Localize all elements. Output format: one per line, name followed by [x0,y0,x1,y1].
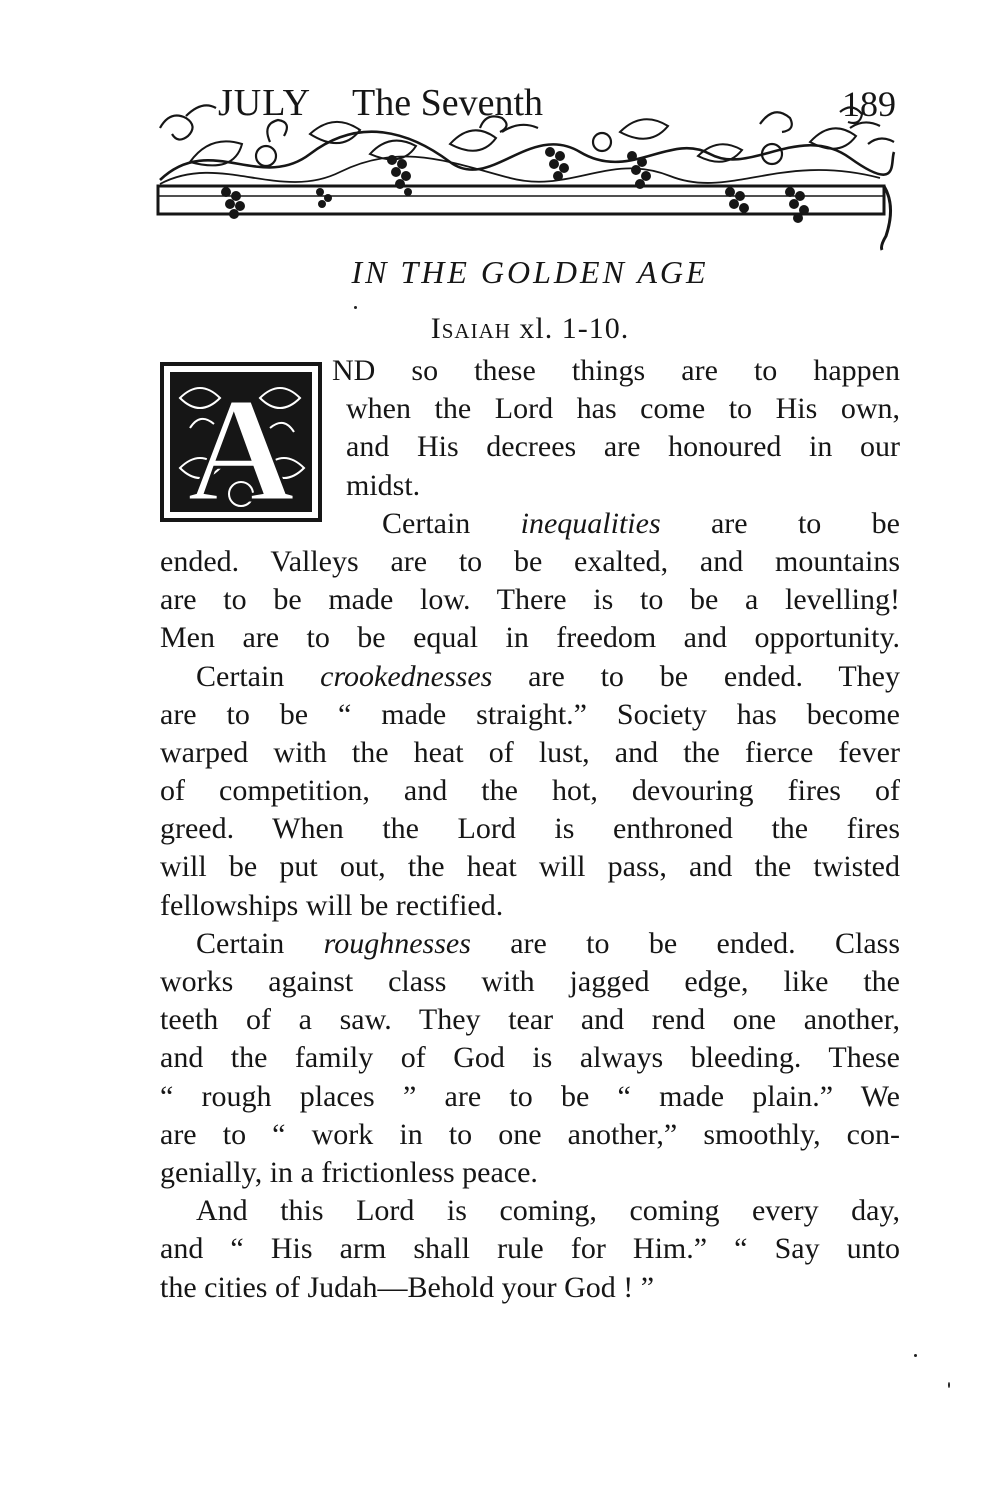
p3-line [160,658,900,696]
p5-line: the cities of Judah—Behold your God ! ” [160,1270,655,1304]
scan-speck [914,1354,917,1357]
p3-text: Certain [196,659,321,693]
header-month: JULY [218,82,312,124]
p3-line: of competition, and the hot, devouring fires of [160,774,900,808]
p2-line: ended. Valleys are to be exalted, and mountains [160,544,900,578]
p3-line: greed. When the Lord is enthroned the fires [160,812,900,846]
scan-speck [948,1382,950,1388]
p4-line: works against class with jagged edge, like the [160,965,900,998]
p4-emphasis: roughnesses [323,926,471,960]
p3-line: will be put out, the heat will pass, and the twisted [160,850,900,884]
chapter-title: IN THE GOLDEN AGE [351,254,709,290]
p2-line [160,505,900,543]
p2-text: are to be [660,506,900,540]
p4-line: and the family of God is always bleeding. These [160,1041,900,1075]
p3-line: are to be “ made straight.” Society has become [160,697,900,731]
header-day: The Seventh [352,82,544,124]
p4-text: are to be ended. Class [470,926,900,960]
p3-line: fellowships will be rectified. [160,888,504,922]
p4-line [160,925,900,963]
scan-speck [354,306,357,309]
p4-line: teeth of a saw. They tear and rend one another, [160,1003,900,1037]
p5-line: and “ His arm shall rule for Him.” “ Say unto [160,1232,900,1266]
p5-line: And this Lord is coming, coming every day, [196,1194,900,1228]
reference-verses: xl. 1-10. [519,312,630,345]
page-number: 189 [842,84,896,124]
p1-line: midst. [346,468,421,502]
p3-text: are to be ended. They [492,659,900,693]
drop-cap-letter: A [186,367,296,526]
scripture-reference [0,312,1000,346]
p2-line: Men are to be equal in freedom and opportunity. [160,621,900,655]
p2-text: Certain [382,506,521,540]
vine-ornament-banner [150,92,900,262]
p1-line: and His decrees are honoured in our [346,430,900,464]
p3-line: warped with the heat of lust, and the fierce fever [160,735,900,769]
reference-book: Isaiah [430,312,511,345]
p4-text: Certain [196,926,324,960]
p3-emphasis: crookednesses [320,659,493,693]
p1-line: ND so these things are to happen [332,354,900,387]
p4-line: genially, in a frictionless peace. [160,1155,538,1189]
p4-line: “ rough places ” are to be “ made plain.” We [160,1079,900,1113]
p2-line: are to be made low. There is to be a levelling! [160,583,900,617]
p4-line: are to “ work in to one another,” smoothly, con- [160,1117,900,1151]
body-text [160,352,900,1307]
p2-emphasis: inequalities [520,506,661,540]
p1-line: when the Lord has come to His own, [346,392,900,426]
